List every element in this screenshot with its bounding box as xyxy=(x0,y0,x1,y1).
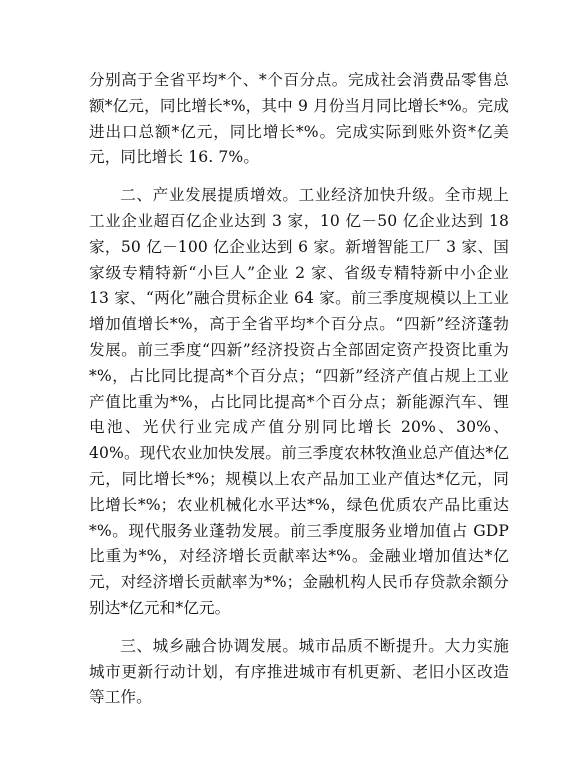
paragraph-industry-development: 二、产业发展提质增效。工业经济加快升级。全市规上工业企业超百亿企业达到 3 家，10 亿－50 亿企业达到 18 家，50 亿－100 亿企业达到 6 家。新增智能工厂 3 家、国家级专精特新“小巨人”企业 2 家、省级专精特新中小企业 13 家、“两化”融合贯标企业 64 家。前三季度规模以上工业增加值增长*%，高于全省平均*个百分点。“四新”经济蓬勃发展。前三季度“四新”经济投资占全部固定资产投资比重为*%，占比同比提高*个百分点；“四新”经济产值占规上工业产值比重为*%，占比同比提高*个百分点；新能源汽车、锂电池、光伏行业完成产值分别同比增长 20%、30%、40%。现代农业加快发展。前三季度农林牧渔业总产值达*亿元，同比增长*%；规模以上农产品加工业产值达*亿元，同比增长*%；农业机械化水平达*%，绿色优质农产品比重达*%。现代服务业蓬勃发展。前三季度服务业增加值占 GDP 比重为*%，对经济增长贡献率达*%。金融业增加值达*亿元，对经济增长贡献率为*%；金融机构人民币存贷款余额分别达*亿元和*亿元。 xyxy=(89,186,509,617)
paragraph-continuation: 分别高于全省平均*个、*个百分点。完成社会消费品零售总额*亿元，同比增长*%，其中 9 月份当月同比增长*%。完成进出口总额*亿元，同比增长*%。完成实际到账外资*亿美元，同比增长 16. 7%。 xyxy=(89,71,509,167)
paragraph-spacer xyxy=(89,171,509,183)
paragraph-urban-rural-integration: 三、城乡融合协调发展。城市品质不断提升。大力实施城市更新行动计划，有序推进城市有机更新、老旧小区改造等工作。 xyxy=(89,636,509,707)
paragraph-spacer xyxy=(89,622,509,634)
document-body xyxy=(89,68,509,711)
